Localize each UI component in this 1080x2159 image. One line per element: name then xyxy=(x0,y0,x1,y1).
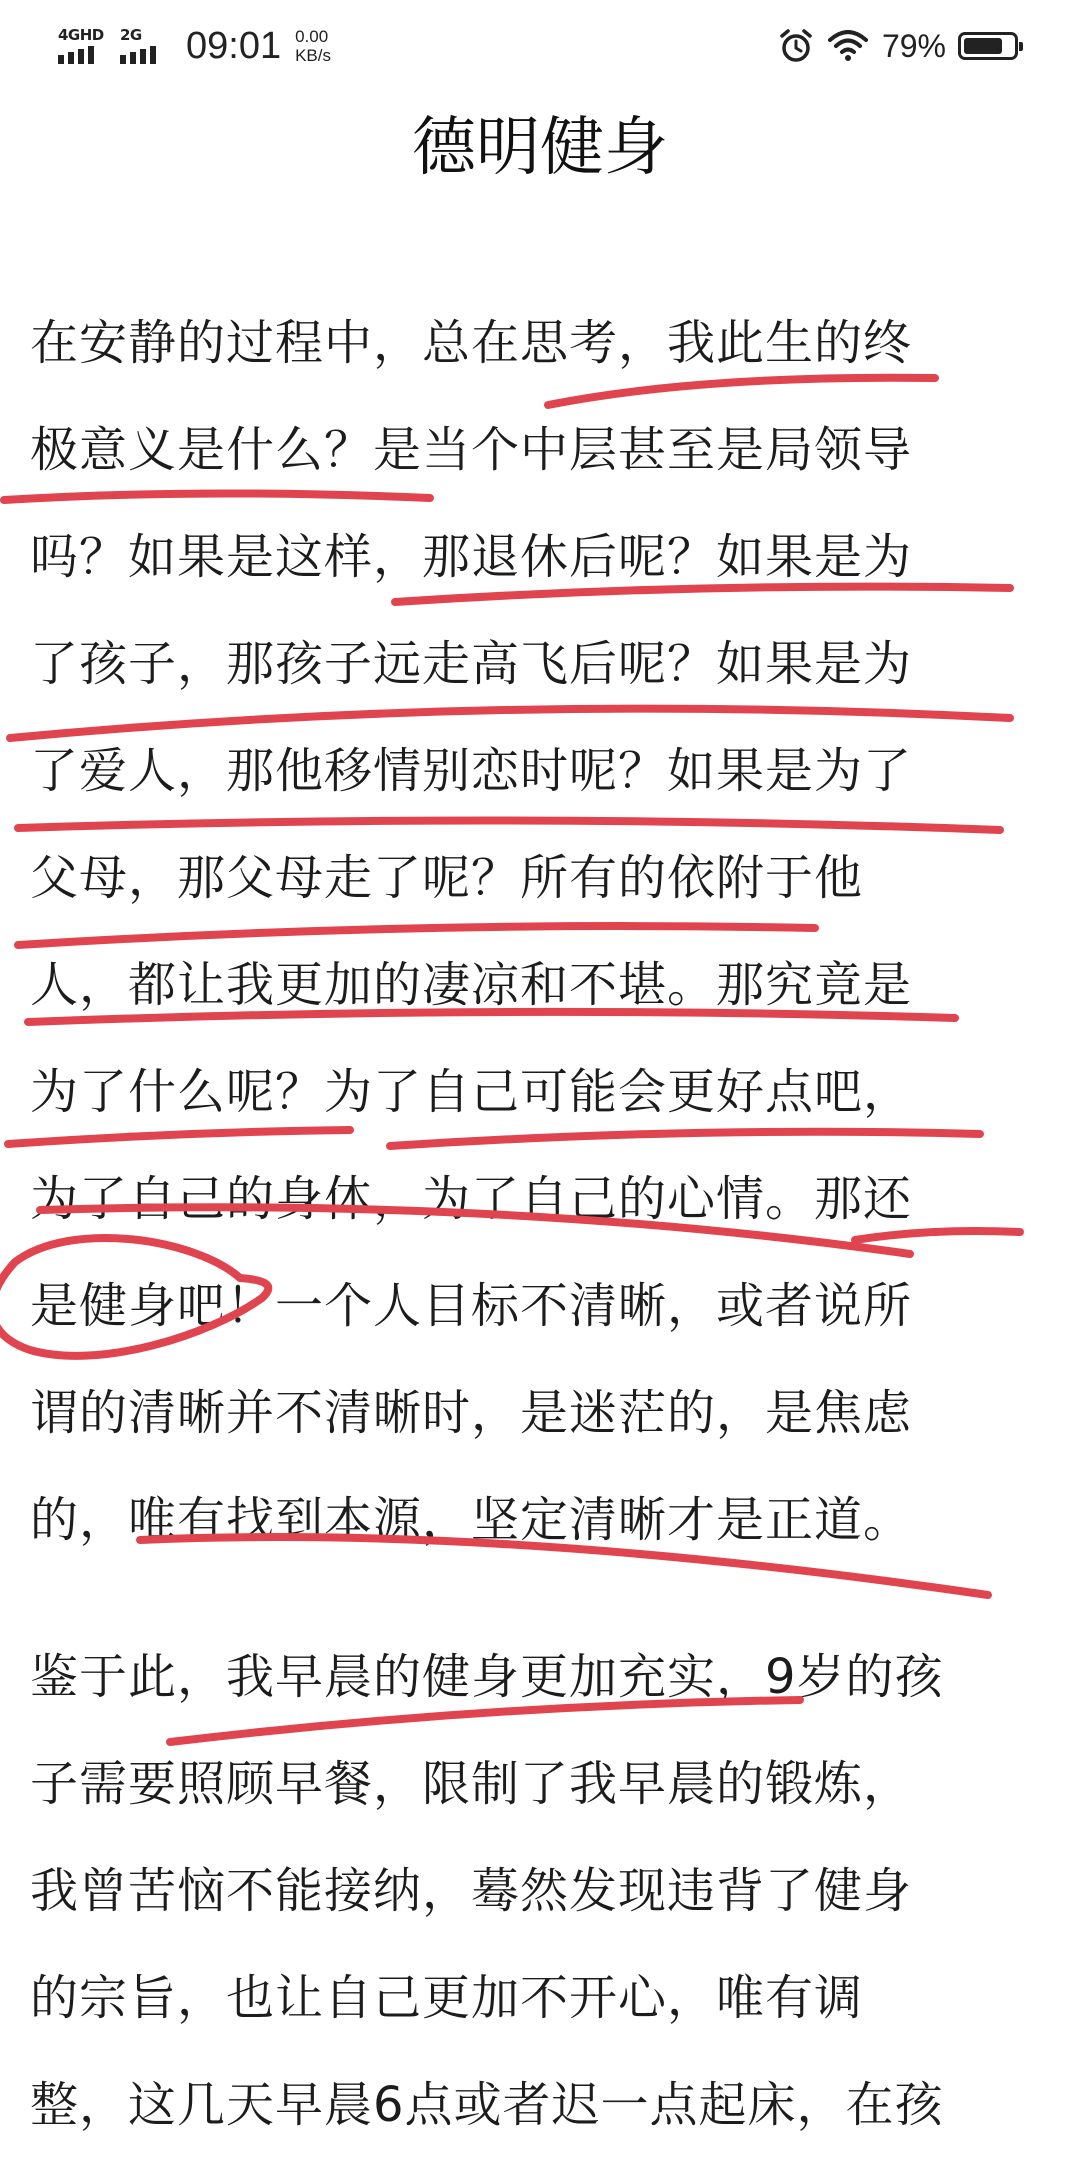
battery-level-fill xyxy=(964,38,1002,54)
signal-2g-icon xyxy=(120,26,166,66)
paragraph-1 xyxy=(30,290,1060,1574)
signal-4g-icon xyxy=(58,26,104,66)
wifi-icon xyxy=(828,30,868,62)
text-line: 子需要照顾早餐，限制了我早晨的锻炼， xyxy=(30,1756,913,1812)
text-line: 极意义是什么？是当个中层甚至是局领导 xyxy=(30,422,913,478)
text-line: 了孩子，那孩子远走高飞后呢？如果是为 xyxy=(30,636,913,692)
text-line: 了爱人，那他移情别恋时呢？如果是为了 xyxy=(30,743,913,799)
text-line: 父母，那父母走了呢？所有的依附于他 xyxy=(30,850,864,906)
status-bar-right xyxy=(778,18,1018,74)
page-title: 德明健身 xyxy=(412,111,668,185)
text-line: 谓的清晰并不清晰时，是迷茫的，是焦虑 xyxy=(30,1385,913,1441)
text-line: 为了什么呢？为了自己可能会更好点吧， xyxy=(30,1064,913,1120)
network-type-1: 4GHD xyxy=(58,26,104,44)
text-line: 整，这几天早晨6点或者迟一点起床，在孩 xyxy=(30,2077,944,2133)
text-line: 在安静的过程中，总在思考，我此生的终 xyxy=(30,315,913,371)
paragraph-2 xyxy=(30,1624,1060,2159)
article-body xyxy=(30,290,1060,2159)
network-speed-unit: KB/s xyxy=(295,46,331,65)
text-line: 我曾苦恼不能接纳，蓦然发现违背了健身 xyxy=(30,1863,913,1919)
text-line: 的，唯有找到本源，坚定清晰才是正道。 xyxy=(30,1492,913,1548)
text-line: 鉴于此，我早晨的健身更加充实，9岁的孩 xyxy=(30,1649,944,1705)
paragraph-gap xyxy=(30,1574,1060,1624)
alarm-icon xyxy=(778,28,814,64)
text-line: 吗？如果是这样，那退休后呢？如果是为 xyxy=(30,529,913,585)
text-line: 的宗旨，也让自己更加不开心，唯有调 xyxy=(30,1970,864,2026)
battery-icon xyxy=(958,32,1018,60)
network-speed-value: 0.00 xyxy=(295,27,329,46)
network-type-2: 2G xyxy=(120,26,142,44)
status-bar-left xyxy=(58,18,331,74)
text-line: 为了自己的身体，为了自己的心情。那还 xyxy=(30,1171,913,1227)
text-line: 人，都让我更加的凄凉和不堪。那究竟是 xyxy=(30,957,913,1013)
text-line: 是健身吧！一个人目标不清晰，或者说所 xyxy=(30,1278,913,1334)
battery-percent: 79% xyxy=(881,27,946,64)
network-speed xyxy=(295,27,331,65)
status-bar xyxy=(0,0,1080,90)
status-time: 09:01 xyxy=(186,24,282,67)
